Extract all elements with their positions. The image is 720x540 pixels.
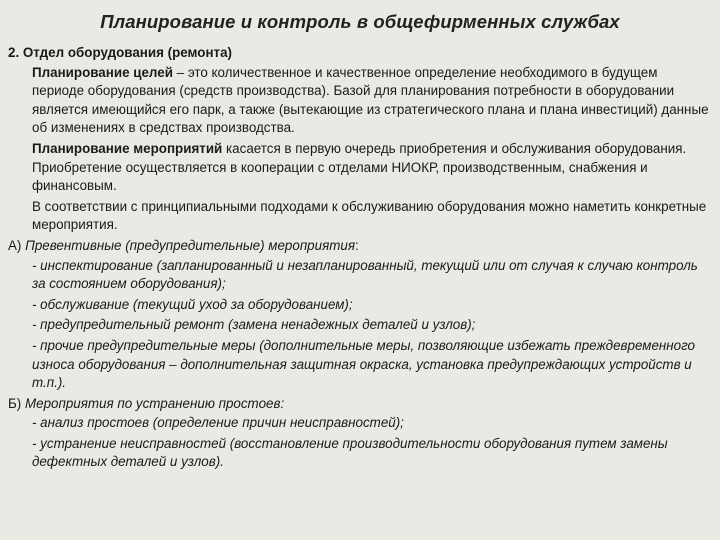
list-item: - анализ простоев (определение причин неисправностей);	[32, 415, 404, 431]
list-item: - предупредительный ремонт (замена ненадежных деталей и узлов);	[32, 317, 476, 333]
list-item: - устранение неисправностей (восстановление производительности оборудования путем замены дефектных деталей и узлов).	[32, 435, 668, 470]
section-a-suffix: :	[355, 237, 359, 253]
paragraph-goal-planning	[8, 64, 712, 138]
term-goal-planning: Планирование целей	[32, 64, 173, 80]
section-heading: 2. Отдел оборудования (ремонта)	[8, 45, 233, 60]
section-b-label: Мероприятия по устранению простоев:	[24, 395, 285, 411]
goal-planning-text: – это количественное и качественное определение необходимого в будущем периоде оборудования (средств производства). Базой для планирования потребности в оборудовании является имеющийся его парк, а также (вытекающие из стратегического плана и плана инвестиций) данные об изменениях в средствах производства.	[32, 64, 709, 136]
section-b-prefix: Б)	[8, 395, 25, 411]
list-item: - прочие предупредительные меры (дополнительные меры, позволяющие избежать преждевременного износа оборудования – дополнительная защитная окраска, установка предупреждающих устройств и т.п.).	[32, 337, 695, 391]
list-item: - инспектирование (запланированный и незапланированный, текущий или от случая к случаю контроль за состоянием оборудования);	[32, 257, 698, 292]
activity-planning-text: касается в первую очередь приобретения и обслуживания оборудования. Приобретение осуществляется в кооперации с отделами НИОКР, производственным, снабжения и финансовым.	[32, 140, 687, 194]
term-activity-planning: Планирование мероприятий	[32, 140, 223, 156]
slide-title: Планирование и контроль в общефирменных службах	[100, 11, 620, 32]
section-a-prefix: А)	[8, 237, 26, 253]
paragraph-approaches: В соответствии с принципиальными подходами к обслуживанию оборудования можно наметить конкретные мероприятия.	[32, 198, 707, 233]
paragraph-activity-planning	[8, 140, 712, 196]
slide-content	[8, 44, 712, 474]
section-b-heading	[8, 395, 712, 414]
section-a-heading	[8, 237, 712, 256]
list-item: - обслуживание (текущий уход за оборудованием);	[32, 296, 353, 312]
section-a-label: Превентивные (предупредительные) мероприятия	[25, 237, 355, 253]
